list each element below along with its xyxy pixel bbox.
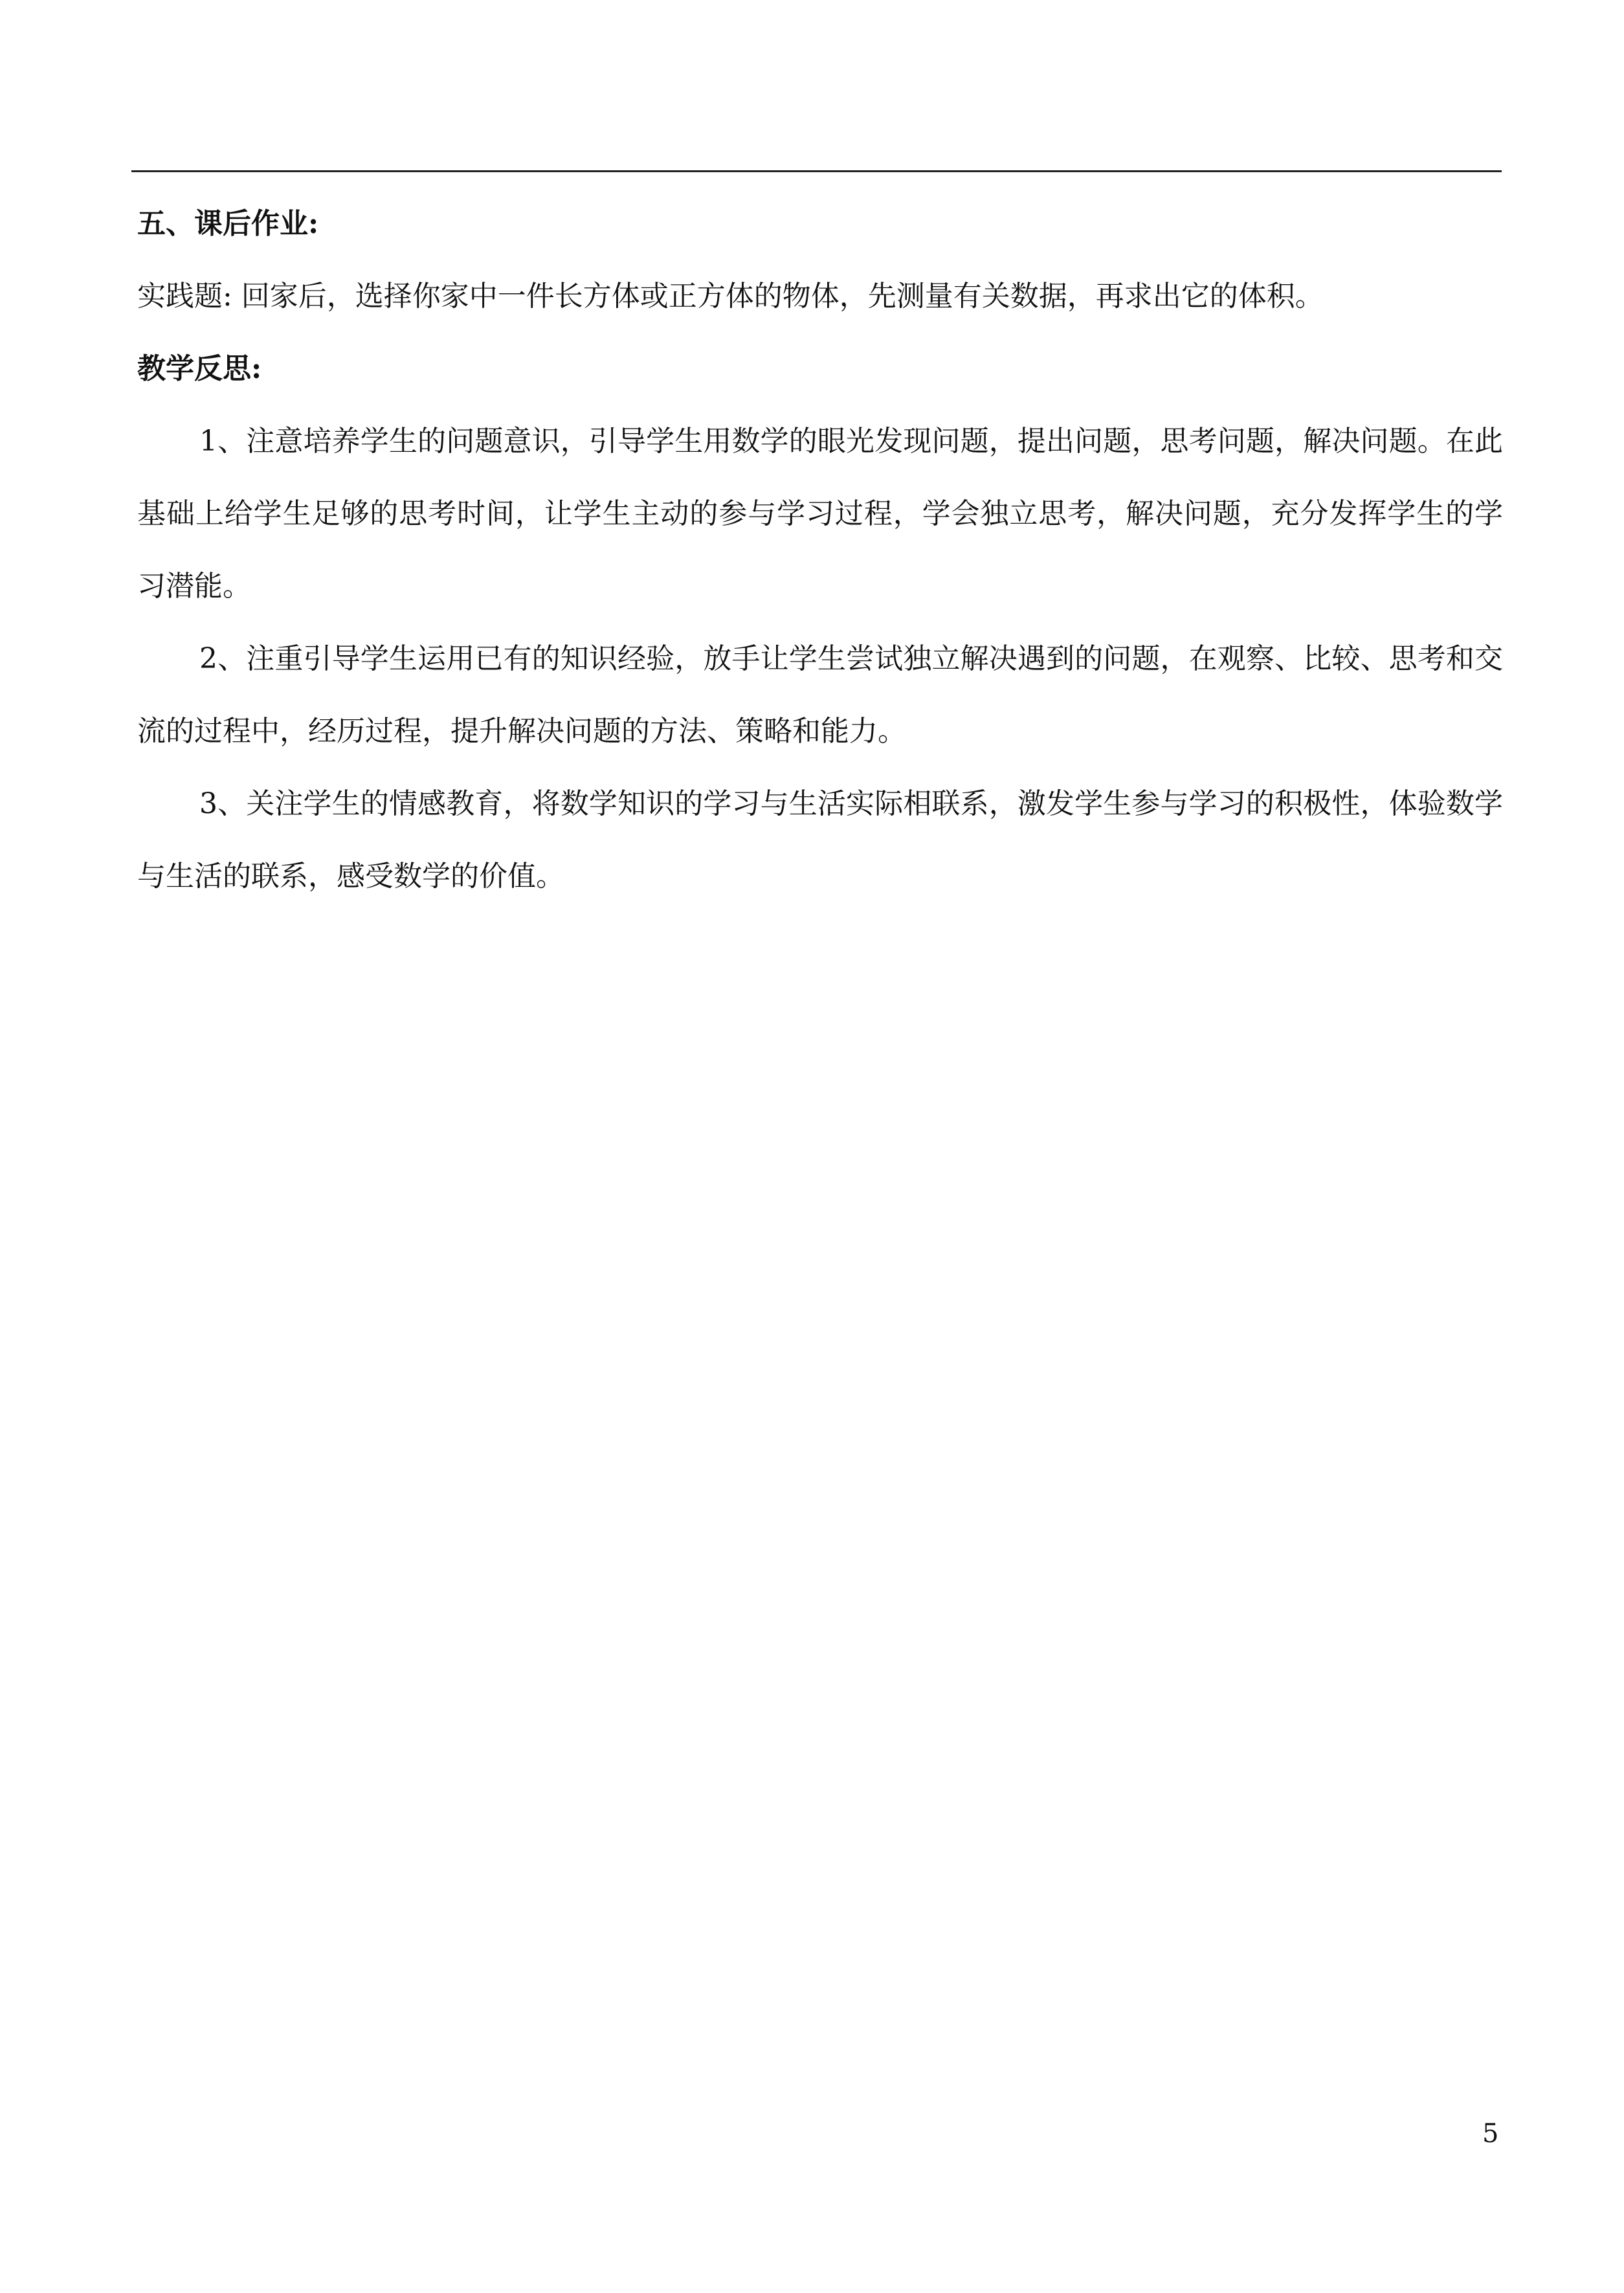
reflection-paragraph-3: 3、关注学生的情感教育，将数学知识的学习与生活实际相联系，激发学生参与学习的积极性，体验数学与生活的联系，感受数学的价值。 <box>137 787 1503 893</box>
header-rule <box>131 170 1502 172</box>
reflection-paragraph-1: 1、注意培养学生的问题意识，引导学生用数学的眼光发现问题，提出问题，思考问题，解决问题。在此基础上给学生足够的思考时间，让学生主动的参与学习过程，学会独立思考，解决问题，充分发挥学生的学习潜能。 <box>137 425 1503 603</box>
section-heading-homework: 五、课后作业: <box>137 207 319 240</box>
document-body <box>137 188 1503 913</box>
section-heading-reflection: 教学反思: <box>137 352 262 385</box>
reflection-paragraph-2: 2、注重引导学生运用已有的知识经验，放手让学生尝试独立解决遇到的问题，在观察、比较、思考和交流的过程中，经历过程，提升解决问题的方法、策略和能力。 <box>137 642 1503 748</box>
homework-text: 实践题: 回家后，选择你家中一件长方体或正方体的物体，先测量有关数据，再求出它的体积。 <box>137 280 1324 313</box>
page-number: 5 <box>1482 2119 1499 2149</box>
